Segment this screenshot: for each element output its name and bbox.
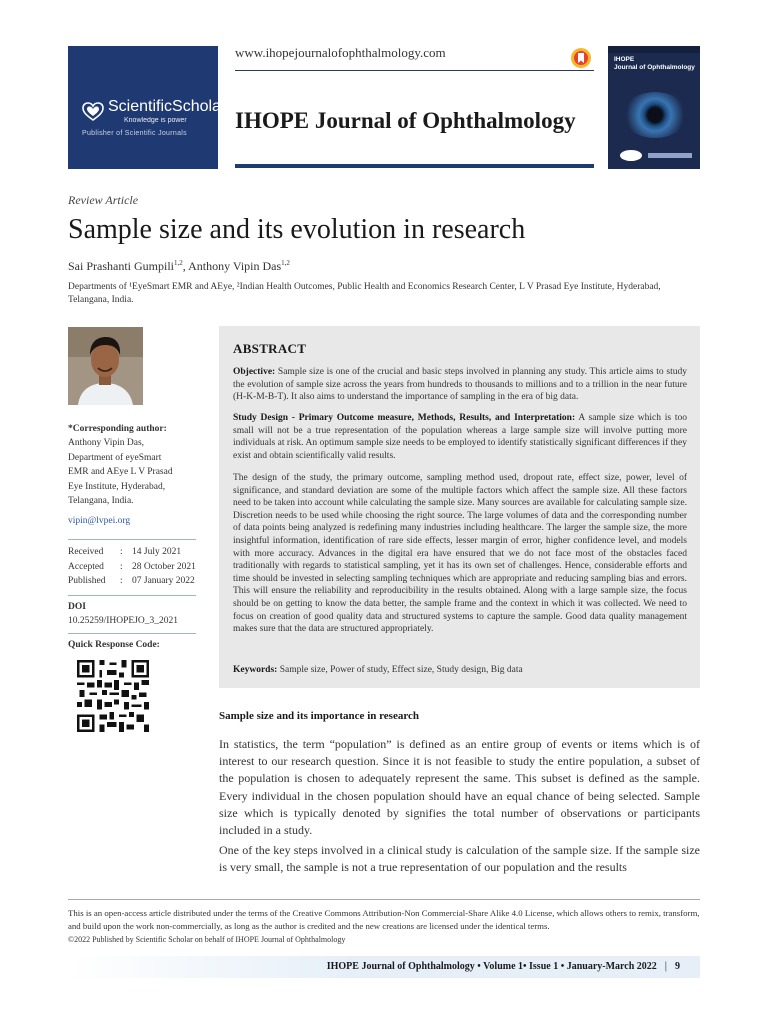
license-text: This is an open-access article distributed under the terms of the Creative Commons Attribution-Non Commercial-Share Alike 4.0 License, which allows others to remix, transform, and build upon the work non-commercially, as long as the author is credited and the new creations are licensed under the identical terms. <box>68 908 700 931</box>
site-url-link[interactable]: www.ihopejournalofophthalmology.com <box>235 45 446 60</box>
corresponding-author-label: *Corresponding author: <box>68 424 167 434</box>
footer-bar <box>68 956 700 978</box>
article-title: Sample size and its evolution in research <box>68 214 526 245</box>
date-published: Published : 07 January 2022 <box>68 576 195 586</box>
section-heading: Sample size and its importance in research <box>219 710 420 722</box>
body-paragraph: In statistics, the term “population” is defined as an entire group of events or items which is of interest to our research question. Since it is not feasible to study the entire population, a subset of the population is chosen to adequately represent the same. This subset is defined as the sample. Every individual in the chosen population should have an equal chance of being selected. Sample size which is typically denoted by signifies the total number of observations or participants included in a study. <box>219 737 700 838</box>
publisher-logo[interactable] <box>68 46 232 169</box>
bookmark-icon[interactable] <box>570 47 592 69</box>
corresponding-author-address: Anthony Vipin Das, Department of eyeSmart EMR and AEye L V Prasad Eye Institute, Hyderabad, Telangana, India. <box>68 438 173 506</box>
journal-title-underline <box>235 164 594 168</box>
abstract-heading: ABSTRACT <box>233 341 307 356</box>
qr-code-label: Quick Response Code: <box>68 640 160 650</box>
cover-title: IHOPE Journal of Ophthalmology <box>614 56 695 71</box>
corresponding-email-link[interactable]: vipin@lvpei.org <box>68 516 131 526</box>
journal-title: IHOPE Journal of Ophthalmology <box>235 108 576 133</box>
author-name[interactable]: Sai Prashanti Gumpili <box>68 259 174 273</box>
copyright-text: ©2022 Published by Scientific Scholar on behalf of IHOPE Journal of Ophthalmology <box>68 935 346 944</box>
sidebar-divider <box>68 539 196 540</box>
page-number: 9 <box>675 961 680 972</box>
sidebar-divider <box>68 633 196 634</box>
header-divider <box>235 70 594 71</box>
footer-divider <box>68 899 700 900</box>
abstract-box <box>219 326 700 688</box>
body-paragraph: One of the key steps involved in a clinical study is calculation of the sample size. If the sample size is very small, the sample is not a true representation of our population and the results <box>219 843 700 875</box>
sidebar-divider <box>68 595 196 596</box>
date-received: Received : 14 July 2021 <box>68 547 182 557</box>
publication-dates <box>68 545 196 589</box>
cover-logo <box>620 150 642 161</box>
date-accepted: Accepted : 28 October 2021 <box>68 561 196 572</box>
article-type: Review Article <box>68 193 139 207</box>
cover-publisher-strip <box>648 153 692 158</box>
affiliation: Departments of ¹EyeSmart EMR and AEye, ²Indian Health Outcomes, Public Health and Economics Research Center, L V Prasad Eye Institute, Hyderabad, Telangana, India. <box>68 282 661 305</box>
publisher-subtitle: Publisher of Scientific Journals <box>82 130 187 137</box>
abstract-objective: Objective: Sample size is one of the crucial and basic steps involved in planning any study. This article aims to study the evolution of sample size across the years from hundreds to thousands to millions and to a trillion in the near future (H-K-M-B-T). It also aims to understand the importance of sampling in the era of big data. <box>233 367 687 403</box>
shield-heart-logo-icon <box>82 102 104 122</box>
footer-separator: | <box>664 961 667 972</box>
doi-label: DOI <box>68 602 86 612</box>
author-list: Sai Prashanti Gumpili$^{1,2}$, Anthony Vipin Das$^{1,2}$ <box>68 259 290 273</box>
cover-eye-image <box>622 92 688 138</box>
publisher-tagline: Knowledge is power <box>124 117 187 124</box>
author-photo <box>68 327 143 405</box>
author-name[interactable]: Anthony Vipin Das <box>188 259 282 273</box>
doi-link[interactable]: 10.25259/IHOPEJO_3_2021 <box>68 616 179 626</box>
abstract-keywords: Keywords: Sample size, Power of study, Effect size, Study design, Big data <box>233 665 523 675</box>
footer-citation: IHOPE Journal of Ophthalmology • Volume 1• Issue 1 • January-March 2022 <box>326 961 657 972</box>
qr-code-icon[interactable] <box>77 660 149 732</box>
abstract-study-design: Study Design - Primary Outcome measure, Methods, Results, and Interpretation: A sample size which is too small will not be a true representation of the population whereas a large sample size will involve putting more individuals at risk. An optimum sample size needs to be employed to identify statistically significant differences if they exist and obtain scientifically valid results. <box>233 413 687 461</box>
publisher-name: ScientificScholar® <box>108 98 232 115</box>
abstract-body: The design of the study, the primary outcome, sampling method used, dropout rate, effect size, power, level of significance, and standard deviation are some of the multiple factors which affect the sample size. All these factors need to be taken into account while calculating the sample size. Many sources are available for calculating sample size. Discretion needs to be used while choosing the right source. The large volumes of data and the corresponding number of data points being analyzed is redefining many industries including healthcare. The larger the sample size, the more insightful information, identification of rare side effects, lesser margin of error, higher confidence level, and models with more accuracy. Advances in the digital era have ensured that we do not face most of the obstacles faced traditionally with regards to statistical sampling, yet it has its own set of challenges. Hence, considerable efforts and time should be invested in selecting sampling techniques which are appropriate and reducing sampling bias and errors. This will ensure the reliability and reproducibility in the results obtained. Along with a large sample size, the focus should be on getting to know the data better, the sample frame and the context in which it was collected. We need to focus on creation of good quality data and structured systems to capture the sample. Good data quality management makes sure that the data are structured appropriately. <box>233 473 687 635</box>
journal-cover-image <box>608 46 700 169</box>
